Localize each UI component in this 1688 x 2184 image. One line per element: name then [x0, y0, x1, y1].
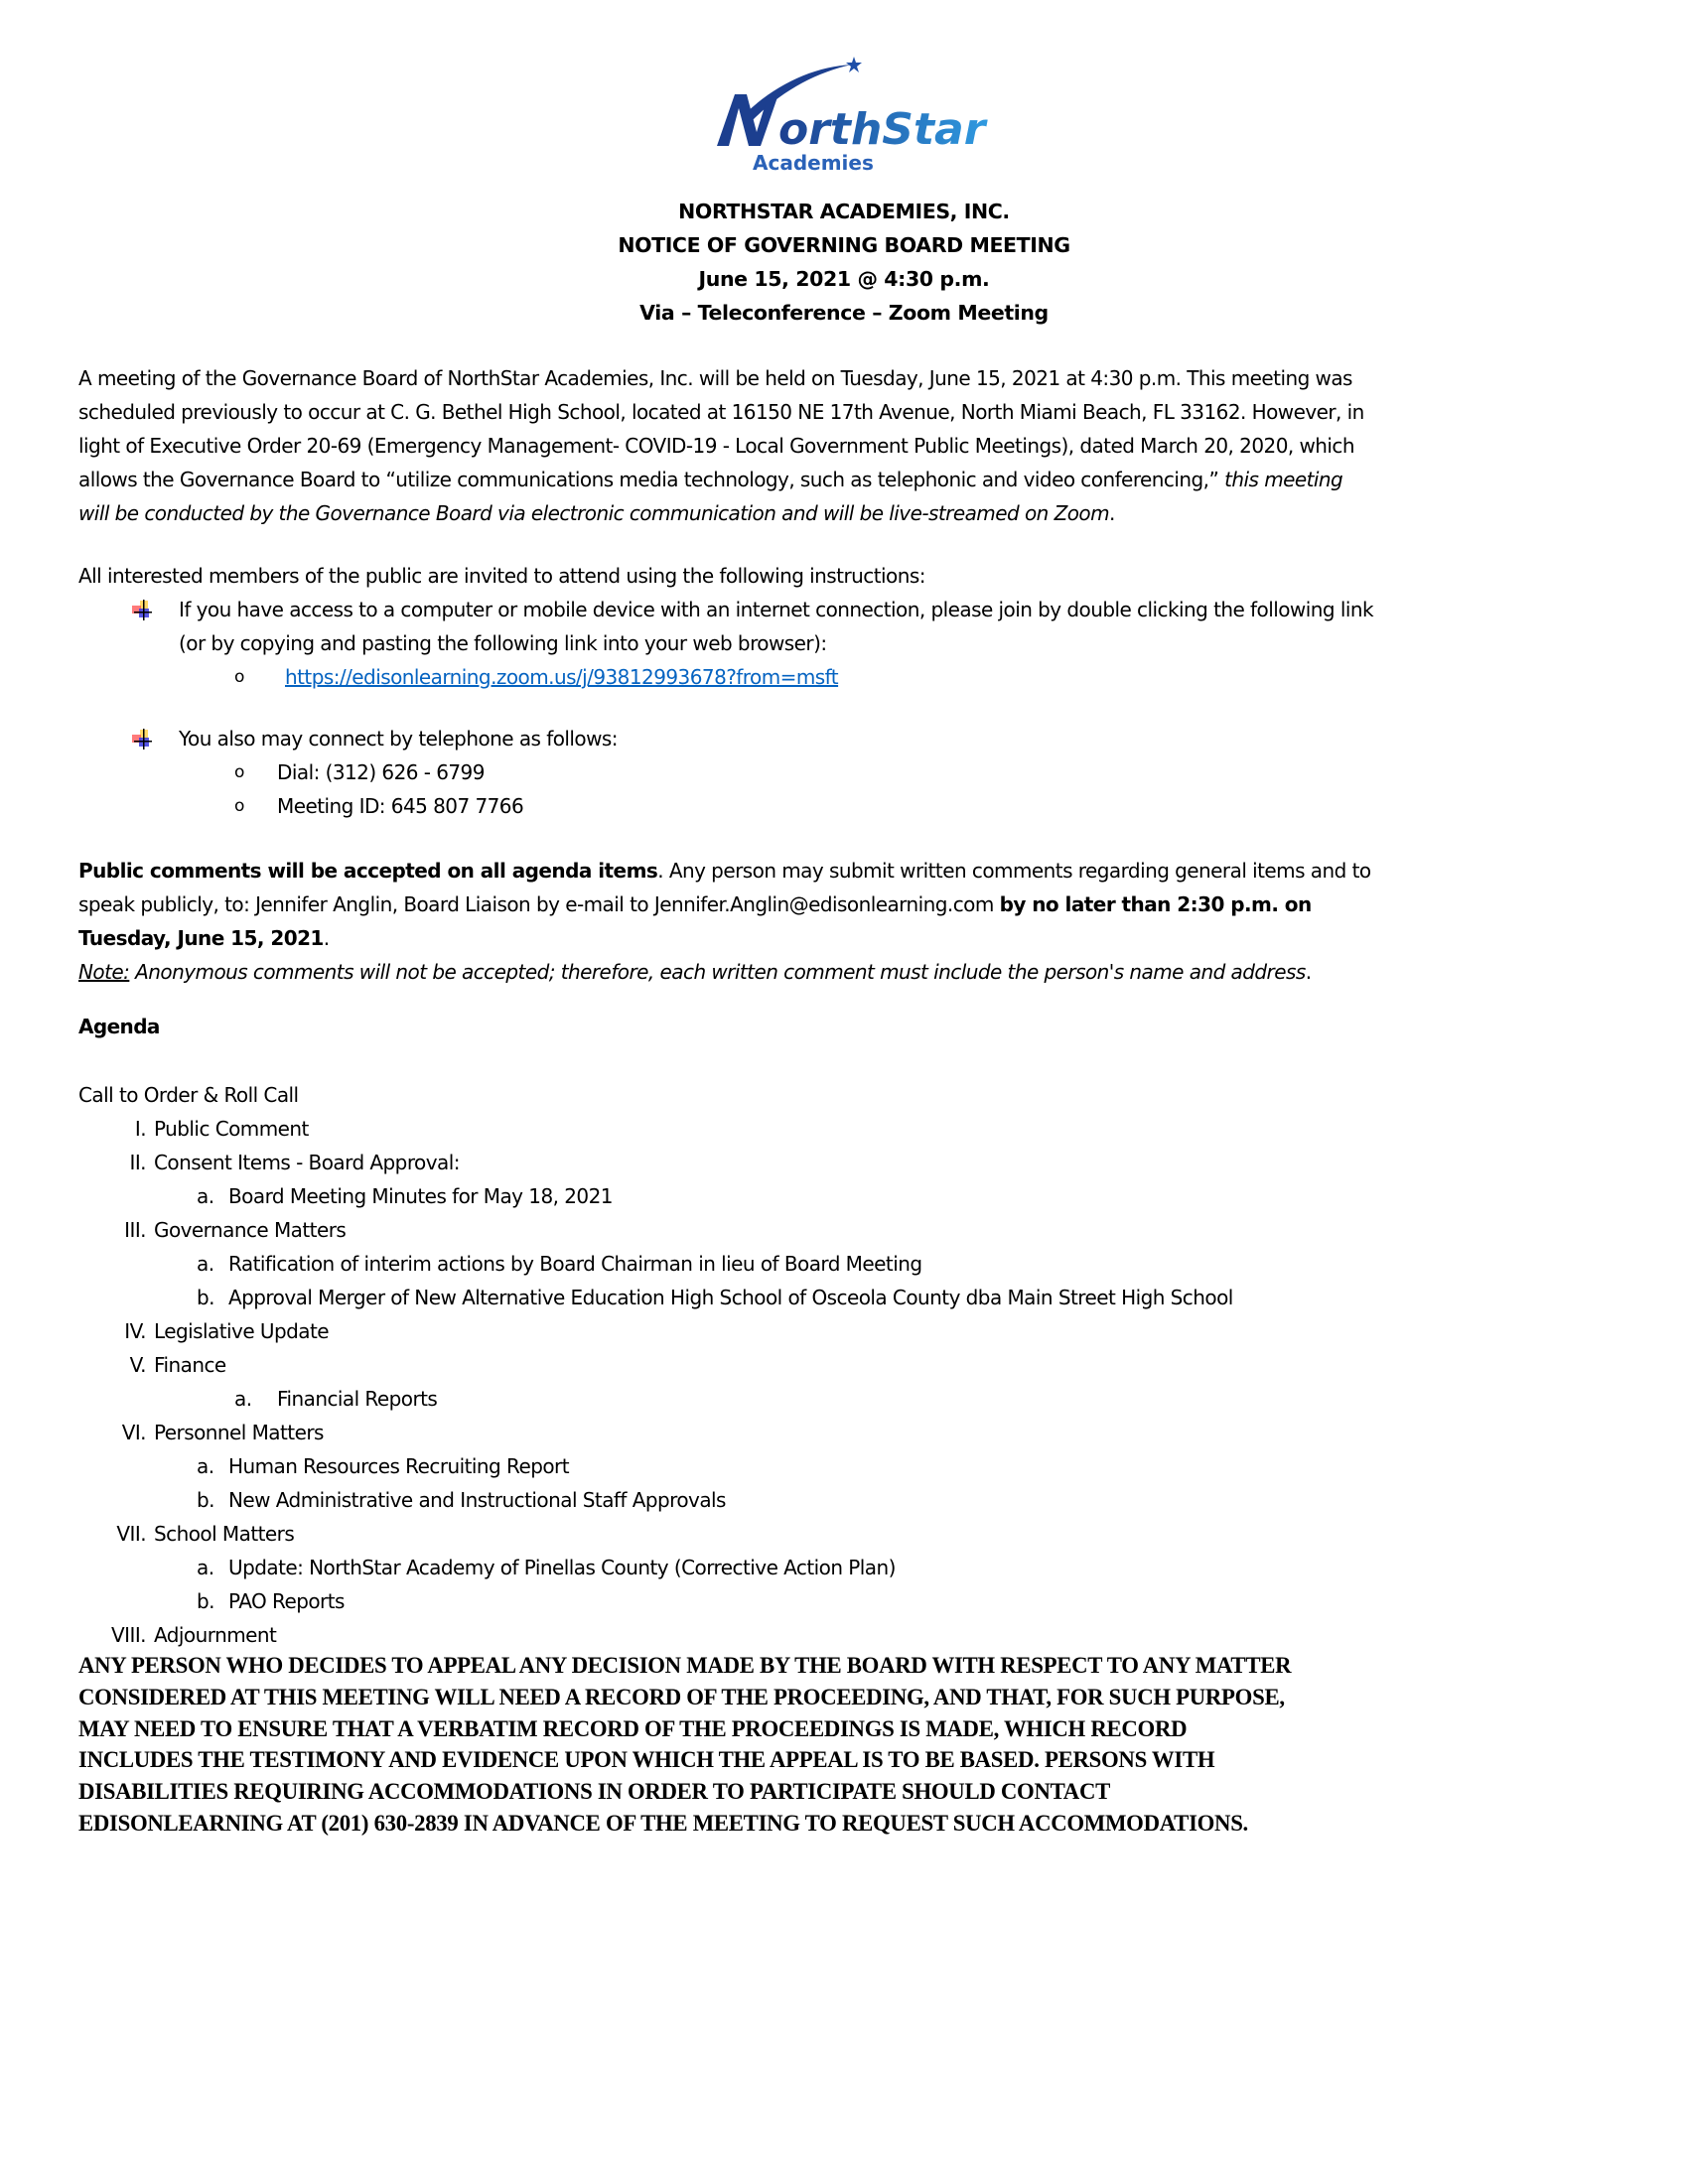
agenda-item-number: V. [129, 1353, 146, 1377]
agenda-item-number: I. [134, 1117, 146, 1141]
agenda-sub-item-label: Approval Merger of New Alternative Education High School of Osceola County dba Main Street High School [228, 1286, 1233, 1309]
note-label: Note: [78, 960, 130, 984]
intro-line-end: . [1109, 501, 1115, 525]
agenda-sub-item-label: Update: NorthStar Academy of Pinellas County (Corrective Action Plan) [228, 1556, 896, 1579]
agenda-sub-item-letter: a. [197, 1184, 214, 1208]
comments-line [78, 921, 1627, 955]
disclaimer-line: ANY PERSON WHO DECIDES TO APPEAL ANY DECISION MADE BY THE BOARD WITH RESPECT TO ANY MATTER [78, 1653, 1292, 1678]
intro-line [78, 463, 1627, 496]
disclaimer-line: CONSIDERED AT THIS MEETING WILL NEED A RECORD OF THE PROCEEDING, AND THAT, FOR SUCH PURPOSE, [78, 1684, 1285, 1709]
zoom-meeting-link[interactable]: https://edisonlearning.zoom.us/j/93812993678?from=msft [285, 665, 839, 689]
agenda-sub-item-letter: a. [197, 1454, 214, 1478]
agenda-sub-item-letter: b. [197, 1589, 214, 1613]
circle-bullet-icon: o [234, 762, 244, 782]
disclaimer-line: INCLUDES THE TESTIMONY AND EVIDENCE UPON WHICH THE APPEAL IS TO BE BASED. PERSONS WITH [78, 1747, 1215, 1773]
agenda-sub-item [78, 1179, 1627, 1213]
agenda-item-number: VI. [121, 1421, 146, 1444]
comments-text: speak publicly, to: Jennifer Anglin, Board Liaison by e-mail to Jennifer.Anglin@edisonlearning.com [78, 892, 1000, 916]
circle-bullet-icon: o [234, 667, 244, 687]
agenda-item-label: Legislative Update [154, 1319, 330, 1343]
intro-italic-text: will be conducted by the Governance Board via electronic communication and will be live-streamed on Zoom [78, 501, 1110, 525]
agenda-item-number: VII. [116, 1522, 146, 1546]
agenda-item [78, 1146, 1627, 1179]
bullet-telephone [78, 722, 1627, 755]
agenda-item-label: Consent Items - Board Approval: [154, 1151, 460, 1174]
agenda-item [78, 1314, 1627, 1348]
intro-line [78, 496, 1627, 530]
bullet-online-text-cont: (or by copying and pasting the following link into your web browser): [179, 631, 827, 655]
disclaimer-line: DISABILITIES REQUIRING ACCOMMODATIONS IN ORDER TO PARTICIPATE SHOULD CONTACT [78, 1779, 1110, 1805]
bullet-online-text: If you have access to a computer or mobile device with an internet connection, please join by double clicking the following link [179, 598, 1373, 621]
agenda-item-label: Public Comment [154, 1117, 309, 1141]
agenda-item-number: III. [124, 1218, 146, 1242]
intro-italic-text: this meeting [1224, 468, 1343, 491]
disclaimer-line: EDISONLEARNING AT (201) 630-2839 IN ADVANCE OF THE MEETING TO REQUEST SUCH ACCOMMODATIONS. [78, 1810, 1248, 1836]
disclaimer-line: MAY NEED TO ENSURE THAT A VERBATIM RECORD OF THE PROCEEDINGS IS MADE, WHICH RECORD [78, 1715, 1188, 1741]
zoom-link-row [78, 660, 1627, 694]
agenda-sub-item-letter: b. [197, 1488, 214, 1512]
agenda-item [78, 1213, 1627, 1247]
intro-line: light of Executive Order 20-69 (Emergency Management- COVID-19 - Local Government Public Meetings), dated March 20, 2020, which [78, 434, 1354, 458]
meeting-id-text: Meeting ID: 645 807 7766 [277, 794, 524, 818]
agenda-sub-item [78, 1281, 1627, 1314]
header-notice-title: NOTICE OF GOVERNING BOARD MEETING [618, 233, 1070, 257]
attendance-instructions [78, 559, 1627, 823]
note-text: Anonymous comments will not be accepted; therefore, each written comment must include the person's name and address [129, 960, 1306, 984]
agenda-item-label: School Matters [154, 1522, 295, 1546]
comments-bold-lead: Public comments will be accepted on all agenda items [78, 859, 658, 883]
agenda-sub-item-letter: a. [234, 1387, 252, 1411]
dial-in-text: Dial: (312) 626 - 6799 [277, 760, 485, 784]
agenda-sub-item [78, 1483, 1627, 1517]
agenda-sub-item-label: Board Meeting Minutes for May 18, 2021 [228, 1184, 613, 1208]
agenda-sub-item-label: Human Resources Recruiting Report [228, 1454, 570, 1478]
agenda-item-label: Adjournment [154, 1623, 277, 1647]
northstar-logo-graphic [695, 55, 1003, 174]
comments-deadline-date: Tuesday, June 15, 2021 [78, 926, 324, 950]
intro-line: scheduled previously to occur at C. G. Bethel High School, located at 16150 NE 17th Avenue, North Miami Beach, FL 33162. However, in [78, 400, 1364, 424]
four-point-star-bullet-icon [131, 729, 153, 751]
comments-note [78, 955, 1627, 989]
comments-line [78, 887, 1627, 921]
agenda-item-number: IV. [124, 1319, 146, 1343]
agenda-sub-item-label: Ratification of interim actions by Board Chairman in lieu of Board Meeting [228, 1252, 922, 1276]
header-org-name: NORTHSTAR ACADEMIES, INC. [678, 200, 1010, 223]
instructions-lead: All interested members of the public are invited to attend using the following instructions: [78, 564, 925, 588]
agenda-item-label: Governance Matters [154, 1218, 347, 1242]
header-meeting-mode: Via – Teleconference – Zoom Meeting [639, 301, 1049, 325]
agenda-sub-item-letter: a. [197, 1556, 214, 1579]
logo-sub-text: Academies [753, 151, 874, 174]
comments-deadline: by no later than 2:30 p.m. on [999, 892, 1312, 916]
agenda-item [78, 1348, 1627, 1382]
comments-text: . [323, 926, 330, 950]
agenda-item [78, 1618, 1627, 1652]
agenda-item-label: Finance [154, 1353, 226, 1377]
agenda-sub-item-label: New Administrative and Instructional Staff Approvals [228, 1488, 726, 1512]
public-comments-paragraph [78, 854, 1627, 989]
meeting-id [78, 789, 1627, 823]
header-date-time: June 15, 2021 @ 4:30 p.m. [698, 267, 990, 291]
northstar-logo [695, 55, 1003, 174]
agenda-sub-item [78, 1584, 1627, 1618]
agenda-sub-item-label: Financial Reports [277, 1387, 438, 1411]
agenda-sub-item [78, 1449, 1627, 1483]
bullet-online-access [78, 593, 1627, 626]
four-point-star-bullet-icon [131, 600, 153, 621]
agenda-sub-item-letter: a. [197, 1252, 214, 1276]
agenda-title: Agenda [78, 1015, 160, 1038]
intro-line: A meeting of the Governance Board of NorthStar Academies, Inc. will be held on Tuesday, June 15, 2021 at 4:30 p.m. This meeting was [78, 366, 1352, 390]
agenda-list [78, 1078, 1627, 1652]
agenda-sub-item-label: PAO Reports [228, 1589, 345, 1613]
comments-text: . Any person may submit written comments regarding general items and to [657, 859, 1371, 883]
intro-line-text: allows the Governance Board to “utilize communications media technology, such as telephonic and video conferencing,” [78, 468, 1225, 491]
agenda-sub-item [78, 1551, 1627, 1584]
agenda-item [78, 1416, 1627, 1449]
logo-brand-text: orthStar [778, 104, 986, 155]
circle-bullet-icon: o [234, 796, 244, 816]
agenda-call-to-order: Call to Order & Roll Call [78, 1083, 299, 1107]
bullet-telephone-text: You also may connect by telephone as follows: [179, 727, 618, 751]
agenda-item-number: VIII. [111, 1623, 146, 1647]
intro-paragraph [78, 361, 1627, 530]
agenda-item [78, 1112, 1627, 1146]
star-icon [846, 57, 862, 72]
dial-in-number [78, 755, 1627, 789]
agenda-item [78, 1517, 1627, 1551]
agenda-sub-item-letter: b. [197, 1286, 214, 1309]
note-end: . [1305, 960, 1312, 984]
appeal-disclaimer [78, 1650, 1631, 1840]
agenda-item-number: II. [129, 1151, 146, 1174]
agenda-sub-item [78, 1247, 1627, 1281]
notice-header [0, 195, 1688, 330]
agenda-sub-item [78, 1382, 1627, 1416]
comments-line [78, 854, 1627, 887]
agenda-item-label: Personnel Matters [154, 1421, 324, 1444]
